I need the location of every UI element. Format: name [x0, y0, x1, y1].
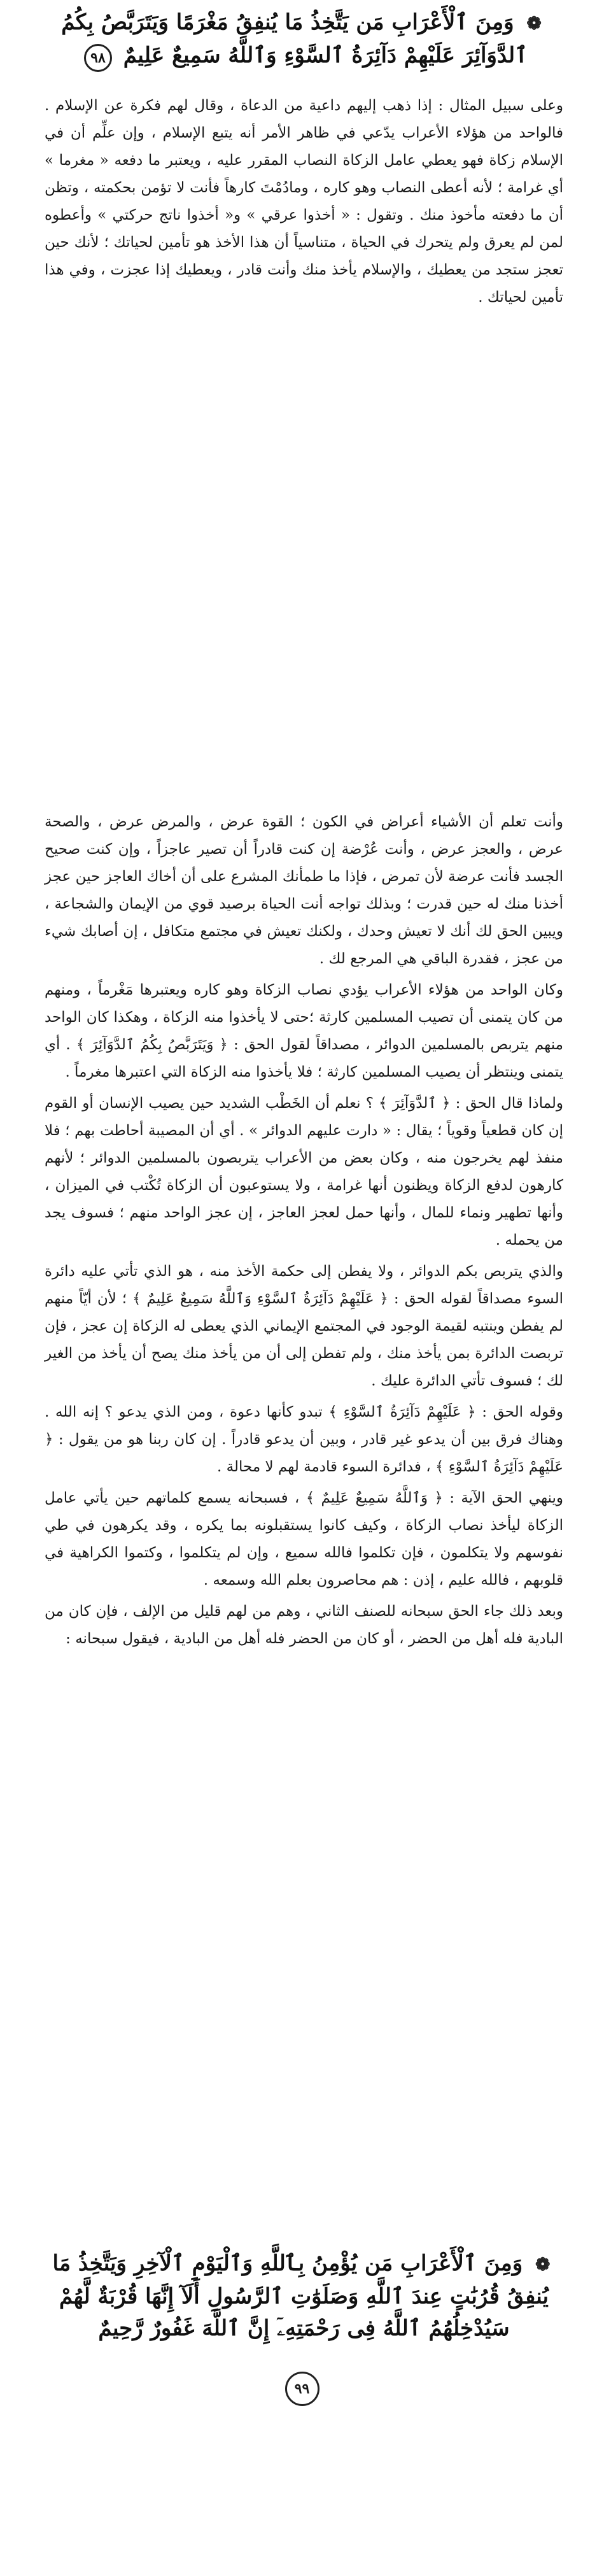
- paragraph: وبعد ذلك جاء الحق سبحانه للصنف الثاني ، وهم من لهم قليل من الإلف ، فإن كان من البادية فله أهل من الحضر ، أو كان من الحضر فله أهل من البادية ، فيقول سبحانه :: [45, 1603, 563, 1647]
- paragraph: والذي يتربص بكم الدوائر ، ولا يفطن إلى حكمة الأخذ منه ، هو الذي تأتي عليه دائرة السوء مصداقاً لقوله الحق : ﴿ عَلَيْهِمْ دَآئِرَةُ ٱلسَّوْءِ وَٱللَّهُ سَمِيعٌ عَلِيمٌ ﴾ ؛ لأن أيّاً منهم لم يفطن وينتبه لقيمة الوجود في المجتمع الإيماني الذي يعطى له الزكاة إن عجز ، فإن تربصت الدائرة بمن يأخذ منك ، ولم تفطن إلى أن من يأخذ منك يصح أن يأخذ من الغير لك ؛ فسوف تأتي الدائرة عليك .: [45, 1263, 563, 1389]
- paragraph: وينهي الحق الآية : ﴿ وَٱللَّهُ سَمِيعٌ عَلِيمٌ ﴾ ، فسبحانه يسمع كلماتهم حين يأتي عامل الزكاة ليأخذ نصاب الزكاة ، وكيف كانوا يستقبلونه بما يكره ، وقد يكرهون في طي نفوسهم ولا يتكلمون ، فإن تكلموا فالله سميع ، وإن لم يتكلموا ، وكتموا الكراهية في قلوبهم ، فالله عليم ، إذن : هم محاصرون بعلم الله وسمعه .: [45, 1490, 563, 1589]
- page-number: [0, 2372, 604, 2406]
- top-verse: [45, 6, 563, 72]
- verse-ornament-icon: ❁: [526, 13, 542, 34]
- top-verse-text: وَمِنَ ٱلْأَعْرَابِ مَن يَتَّخِذُ مَا يُنفِقُ مَغْرَمًا وَيَتَرَبَّصُ بِكُمُ ٱلدَّوَآئِرَ عَلَيْهِمْ دَآئِرَةُ ٱلسَّوْءِ وَٱللَّهُ سَمِيعٌ عَلِيمٌ: [61, 10, 528, 68]
- paragraph: وأنت تعلم أن الأشياء أعراض في الكون ؛ القوة عرض ، والمرض عرض ، والصحة عرض ، والعجز عرض ، وأنت عُرْضة إن كنت قادراً أن تصير عاجزاً ، وإن كنت صحيح الجسد فأنت عرضة لأن تمرض ، فإذا ما طمأنك المشرع على أن أخاك العاجز حين عجز أخذنا منك له حين قدرت ؛ وبذلك تواجه أنت الحياة برصيد قوي من الإيمان والشجاعة ، ويبين الحق لك أنك لا تعيش وحدك ، ولكنك تعيش في مجتمع متكافل ، إن أصابك شيء من عجز ، فقدرة الباقي هي المرجع لك .: [45, 814, 563, 967]
- paragraph: ولماذا قال الحق : ﴿ ٱلدَّوَآئِرَ ﴾ ؟ نعلم أن الخَطْب الشديد حين يصيب الإنسان أو القوم إن كان قطعياً وقوياً ؛ يقال : « دارت عليهم الدوائر » . أي أن المصيبة أحاطت بهم ؛ فلا منفذ لهم يخرجون منه ، وكان بعض من الأعراب يتربصون بالمسلمين الدوائر ؛ لأنهم كارهون لدفع الزكاة ويظنون أنها غرامة ، ولا يستوعبون أن الزكاة تُكْتب في الميزان ، وأنها تطهير ونماء للمال ، وأنها حمل لعجز العاجز ، إن عجز الواحد منهم ؛ فسوف يجد من يحمله .: [45, 1095, 563, 1249]
- bottom-verse: [45, 2247, 563, 2344]
- paragraph: وعلى سبيل المثال : إذا ذهب إليهم داعية من الدعاة ، وقال لهم فكرة عن الإسلام . فالواحد من هؤلاء الأعراب يدّعي في ظاهر الأمر أنه يتبع الإسلام ، وإن علِّم أن في الإسلام زكاة فهو يعطي عامل الزكاة النصاب المقرر عليه ، ويعتبر ما دفعه « مغرما » أي غرامة ؛ لأنه أعطى النصاب وهو كاره ، ومادُمْتَ كارهاً فأنت لا تؤمن بحكمته ، وتظن أن ما دفعته مأخوذ منك . وتقول : « أخذوا عرقي » و« أخذوا ناتج حركتي » وأعطوه لمن لم يعرق ولم يتحرك في الحياة ، متناسياً أن هذا الأخذ هو تأمين لحياتك ؛ لأنك حين تعجز ستجد من يعطيك ، والإسلام يأخذ منك وأنت قادر ، ويعطيك إذا عجزت ، وفي هذا تأمين لحياتك .: [45, 97, 563, 306]
- verse-number: ٩٨: [84, 44, 112, 72]
- section-2: [45, 809, 563, 1657]
- section-1: [45, 92, 563, 315]
- bottom-verse-text: وَمِنَ ٱلْأَعْرَابِ مَن يُؤْمِنُ بِٱللَّهِ وَٱلْيَوْمِ ٱلْآخِرِ وَيَتَّخِذُ مَا يُنفِقُ قُرُبَٰتٍ عِندَ ٱللَّهِ وَصَلَوَٰتِ ٱلرَّسُولِ أَلَآ إِنَّهَا قُرْبَةٌ لَّهُمْ سَيُدْخِلُهُمُ ٱللَّهُ فِى رَحْمَتِهِۦٓ إِنَّ ٱللَّهَ غَفُورٌ رَّحِيمٌ: [52, 2251, 549, 2341]
- paragraph: وكان الواحد من هؤلاء الأعراب يؤدي نصاب الزكاة وهو كاره ويعتبرها مَغْرماً ، ومنهم من كان يتمنى أن تصيب المسلمين كارثة ؛حتى لا يأخذوا منه الزكاة ، وهكذا كان الواحد منهم يتربص بالمسلمين الدوائر ، مصداقاً لقول الحق : ﴿ وَيَتَرَبَّصُ بِكُمُ ٱلدَّوَآئِرَ ﴾ . أي يتمنى وينتظر أن يصيب المسلمين كارثة ؛ فلا يأخذوا منه الزكاة التي اعتبرها مغرماً .: [45, 982, 563, 1080]
- page-number-value: ٩٩: [285, 2372, 320, 2406]
- paragraph: وقوله الحق : ﴿ عَلَيْهِمْ دَآئِرَةُ ٱلسَّوْءِ ﴾ تبدو كأنها دعوة ، ومن الذي يدعو ؟ إنه الله . وهناك فرق بين أن يدعو غير قادر ، وبين أن يدعو قادراً . إن كان ربنا هو من يقول : ﴿ عَلَيْهِمْ دَآئِرَةُ ٱلسَّوْءِ ﴾ ، فدائرة السوء قادمة لهم لا محالة .: [45, 1404, 563, 1475]
- verse-ornament-icon: ❁: [535, 2254, 551, 2275]
